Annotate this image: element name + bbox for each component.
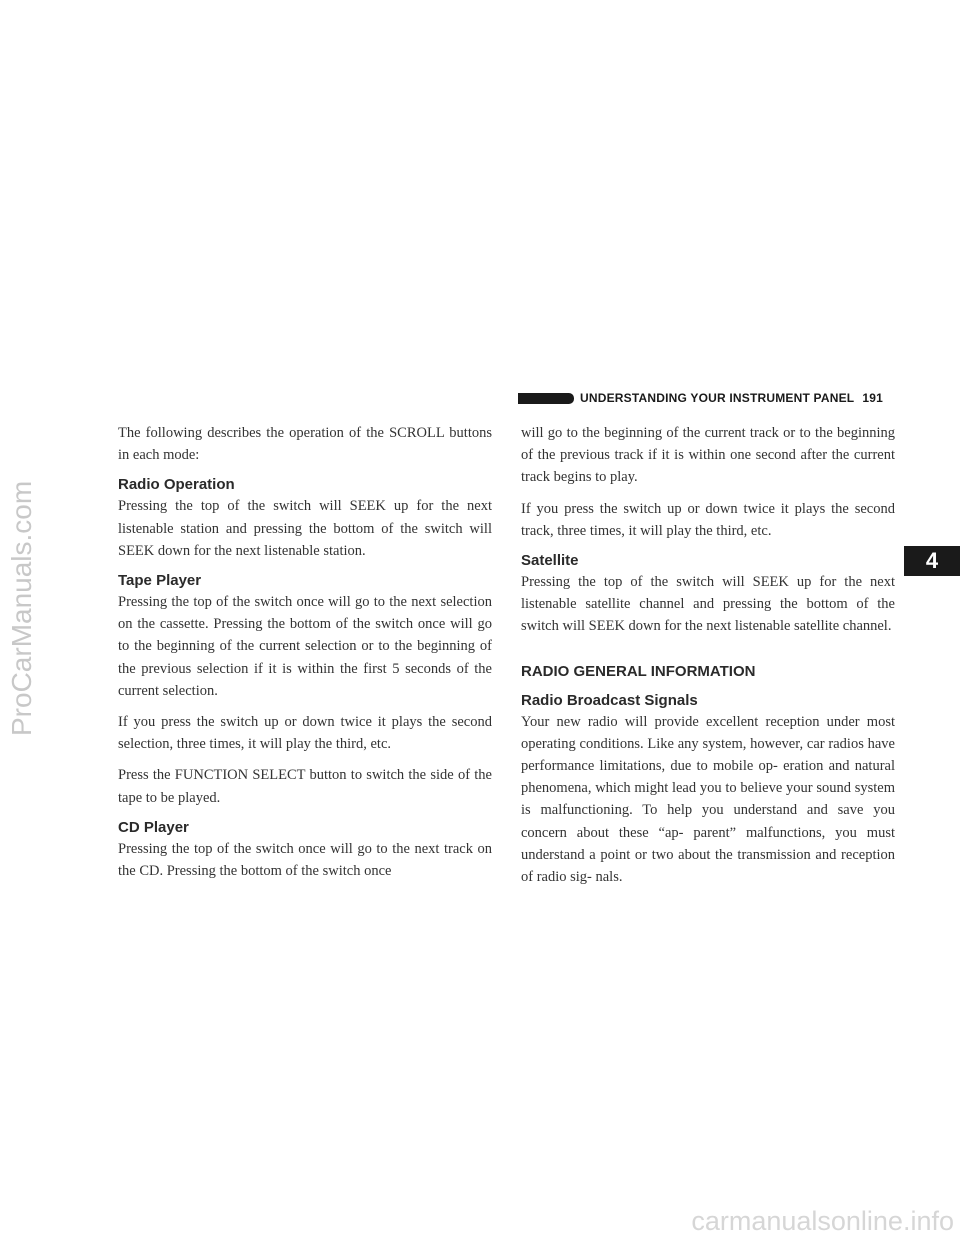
- section-title: UNDERSTANDING YOUR INSTRUMENT PANEL: [580, 391, 855, 405]
- right-column: [521, 422, 895, 897]
- running-header: [580, 391, 883, 405]
- tape-player-heading: Tape Player: [118, 572, 202, 590]
- side-watermark: ProCarManuals.com: [6, 480, 37, 736]
- radio-general-information-heading: RADIO GENERAL INFORMATION: [521, 662, 756, 680]
- left-column: [118, 422, 492, 891]
- cd-player-paragraph-1: Pressing the top of the switch once will go to the next track on the CD. Pressing the bottom of the switch once: [118, 840, 492, 880]
- cd-player-heading: CD Player: [118, 818, 189, 836]
- chapter-tab: 4: [904, 546, 960, 576]
- radio-broadcast-signals-heading: Radio Broadcast Signals: [521, 691, 698, 709]
- radio-operation-heading: Radio Operation: [118, 476, 235, 494]
- cd-player-paragraph-continued: will go to the beginning of the current track or to the beginning of the previous track if it is within one second after the current track begins to play.: [521, 425, 895, 486]
- satellite-heading: Satellite: [521, 552, 579, 570]
- tape-player-paragraph-2: If you press the switch up or down twice it plays the second selection, three times, it will play the third, etc.: [118, 714, 492, 753]
- cd-player-paragraph-2: If you press the switch up or down twice it plays the second track, three times, it will play the third, etc.: [521, 500, 895, 539]
- page-number: 191: [862, 391, 883, 405]
- tape-player-paragraph-3: Press the FUNCTION SELECT button to switch the side of the tape to be played.: [118, 767, 492, 806]
- header-rule: [518, 393, 574, 404]
- bottom-watermark: carmanualsonline.info: [691, 1206, 954, 1236]
- tape-player-paragraph-1: Pressing the top of the switch once will go to the next selection on the cassette. Pressing the bottom of the switch once will go to the beginning of the current selection or to the beginning of the previous selection if it is within the first 5 seconds of the current selection.: [118, 594, 492, 699]
- intro-paragraph: The following describes the operation of the SCROLL buttons in each mode:: [118, 425, 492, 464]
- radio-operation-paragraph: Pressing the top of the switch will SEEK up for the next listenable station and pressing the bottom of the switch will SEEK down for the next listenable station.: [118, 498, 492, 559]
- satellite-paragraph: Pressing the top of the switch will SEEK up for the next listenable satellite channel and pressing the bottom of the switch will SEEK down for the next listenable satellite channel.: [521, 574, 895, 635]
- radio-broadcast-signals-paragraph: Your new radio will provide excellent reception under most operating conditions. Like any system, however, car radios have performance limitations, due to mobile op- eration and natural phenomena, which might lead you to believe your sound system is malfunctioning. To help you understand and save you concern about these “ap- parent” malfunctions, you must understand a point or two about the transmission and reception of radio sig- nals.: [521, 713, 895, 886]
